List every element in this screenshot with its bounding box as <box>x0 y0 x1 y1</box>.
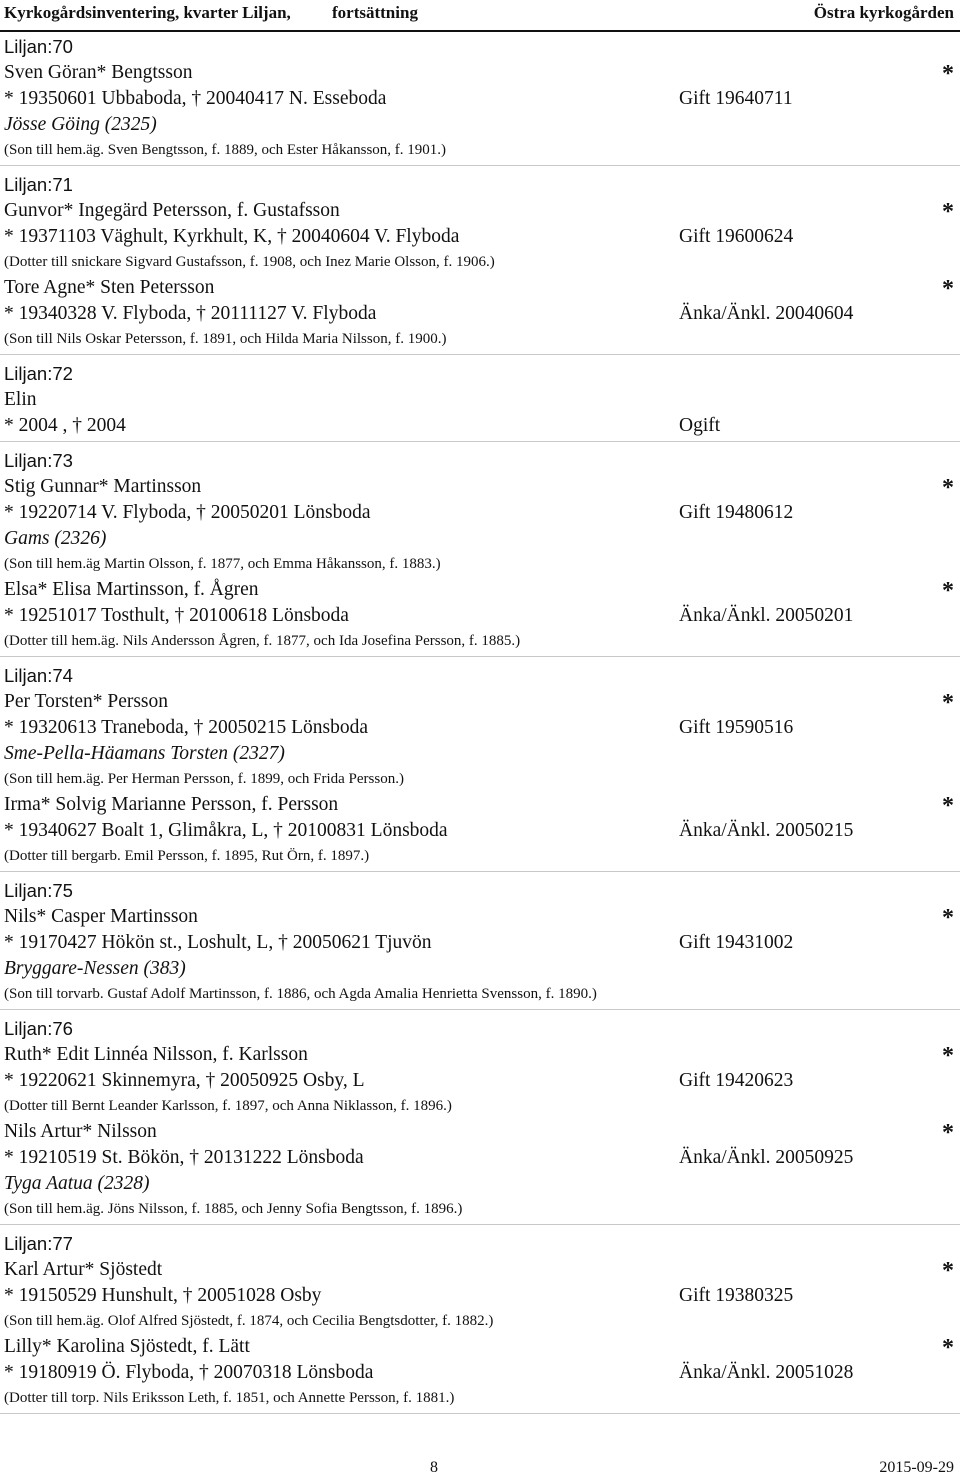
person-name <box>0 1119 960 1145</box>
star-mark: * <box>942 1335 954 1361</box>
name-text: Sven Göran* Bengtsson <box>4 62 193 83</box>
nickname <box>0 956 960 982</box>
person-name <box>0 904 960 930</box>
parent-note: (Son till torvarb. Gustaf Adolf Martinsson, f. 1886, och Agda Amalia Henrietta Svensson, f. 1890.) <box>4 986 597 1002</box>
name-text: Per Torsten* Persson <box>4 691 169 712</box>
star-mark: * <box>942 475 954 501</box>
grave-section <box>0 1231 960 1414</box>
parent-note: (Son till hem.äg. Olof Alfred Sjöstedt, f. 1874, och Cecilia Bengtsdotter, f. 1882.) <box>4 1313 494 1329</box>
person-name <box>0 1042 960 1068</box>
dates-text: * 19220621 Skinnemyra, † 20050925 Osby, L <box>4 1070 365 1091</box>
name-text: Stig Gunnar* Martinsson <box>4 476 202 497</box>
grave-section <box>0 663 960 872</box>
life-dates <box>0 413 960 439</box>
life-dates <box>0 1145 960 1171</box>
parent-note: (Dotter till bergarb. Emil Persson, f. 1895, Rut Örn, f. 1897.) <box>4 848 370 864</box>
grave-register <box>0 34 960 1420</box>
name-text: Ruth* Edit Linnéa Nilsson, f. Karlsson <box>4 1044 308 1065</box>
name-text: Gunvor* Ingegärd Petersson, f. Gustafsson <box>4 200 340 221</box>
life-dates <box>0 301 960 327</box>
marital-status: Änka/Änkl. 20040604 <box>679 303 854 324</box>
dates-text: * 19210519 St. Bökön, † 20131222 Lönsboda <box>4 1147 364 1168</box>
marital-status: Ogift <box>679 415 721 436</box>
person-name <box>0 792 960 818</box>
grave-section <box>0 34 960 166</box>
name-text: Elin <box>4 389 37 410</box>
name-text: Tore Agne* Sten Petersson <box>4 277 215 298</box>
life-dates <box>0 86 960 112</box>
parent-note: (Dotter till torp. Nils Eriksson Leth, f. 1851, och Annette Persson, f. 1881.) <box>4 1390 455 1406</box>
life-dates <box>0 1068 960 1094</box>
nickname <box>0 526 960 552</box>
life-dates <box>0 818 960 844</box>
parent-note: (Dotter till snickare Sigvard Gustafsson, f. 1908, och Inez Marie Olsson, f. 1906.) <box>4 254 495 270</box>
marital-status: Gift 19600624 <box>679 226 794 247</box>
marital-status: Änka/Änkl. 20050215 <box>679 820 854 841</box>
grave-plot-title: Liljan:77 <box>4 1233 73 1254</box>
dates-text: * 19150529 Hunshult, † 20051028 Osby <box>4 1285 322 1306</box>
star-mark: * <box>942 61 954 87</box>
life-dates <box>0 930 960 956</box>
print-date: 2015-09-29 <box>879 1459 954 1476</box>
name-text: Irma* Solvig Marianne Persson, f. Persson <box>4 794 339 815</box>
header-rule <box>0 30 960 32</box>
star-mark: * <box>942 793 954 819</box>
star-mark: * <box>942 199 954 225</box>
dates-text: * 19180919 Ö. Flyboda, † 20070318 Lönsboda <box>4 1362 374 1383</box>
parent-note: (Son till hem.äg. Sven Bengtsson, f. 1889, och Ester Håkansson, f. 1901.) <box>4 142 447 158</box>
header-subtitle: fortsättning <box>332 3 418 22</box>
marital-status: Änka/Änkl. 20050201 <box>679 605 854 626</box>
grave-plot-title: Liljan:76 <box>4 1018 73 1039</box>
dates-text: * 2004 , † 2004 <box>4 415 126 436</box>
name-text: Nils Artur* Nilsson <box>4 1121 157 1142</box>
marital-status: Gift 19431002 <box>679 932 794 953</box>
page-header <box>0 0 960 26</box>
dates-text: * 19340328 V. Flyboda, † 20111127 V. Flyboda <box>4 303 377 324</box>
page-number: 8 <box>430 1459 438 1476</box>
dates-text: * 19320613 Traneboda, † 20050215 Lönsboda <box>4 717 368 738</box>
page-footer <box>0 1459 960 1479</box>
name-text: Nils* Casper Martinsson <box>4 906 198 927</box>
life-dates <box>0 603 960 629</box>
parent-note: (Dotter till hem.äg. Nils Andersson Ågren, f. 1877, och Ida Josefina Persson, f. 1885.) <box>4 633 521 649</box>
person-name <box>0 1334 960 1360</box>
marital-status: Gift 19590516 <box>679 717 794 738</box>
grave-plot-title: Liljan:75 <box>4 880 73 901</box>
parent-note: (Son till hem.äg. Jöns Nilsson, f. 1885, och Jenny Sofia Bengtsson, f. 1896.) <box>4 1201 463 1217</box>
header-cemetery: Östra kyrkogården <box>813 3 954 22</box>
dates-text: * 19350601 Ubbaboda, † 20040417 N. Esseboda <box>4 88 387 109</box>
dates-text: * 19340627 Boalt 1, Glimåkra, L, † 20100831 Lönsboda <box>4 820 448 841</box>
grave-section <box>0 878 960 1010</box>
nick-text: Bryggare-Nessen (383) <box>4 958 186 979</box>
grave-plot-title: Liljan:71 <box>4 174 73 195</box>
grave-section <box>0 1016 960 1225</box>
name-text: Karl Artur* Sjöstedt <box>4 1259 163 1280</box>
grave-plot-title: Liljan:72 <box>4 363 73 384</box>
person-name <box>0 198 960 224</box>
grave-section <box>0 361 960 442</box>
nickname <box>0 741 960 767</box>
marital-status: Gift 19380325 <box>679 1285 794 1306</box>
star-mark: * <box>942 905 954 931</box>
star-mark: * <box>942 1043 954 1069</box>
star-mark: * <box>942 276 954 302</box>
nickname <box>0 112 960 138</box>
person-name <box>0 275 960 301</box>
nick-text: Sme-Pella-Häamans Torsten (2327) <box>4 743 285 764</box>
marital-status: Gift 19480612 <box>679 502 794 523</box>
person-name <box>0 1257 960 1283</box>
star-mark: * <box>942 1120 954 1146</box>
grave-plot-title: Liljan:70 <box>4 36 73 57</box>
grave-plot-title: Liljan:73 <box>4 450 73 471</box>
star-mark: * <box>942 1258 954 1284</box>
dates-text: * 19170427 Hökön st., Loshult, L, † 20050621 Tjuvön <box>4 932 432 953</box>
star-mark: * <box>942 578 954 604</box>
star-mark: * <box>942 690 954 716</box>
marital-status: Änka/Änkl. 20051028 <box>679 1362 854 1383</box>
dates-text: * 19251017 Tosthult, † 20100618 Lönsboda <box>4 605 349 626</box>
marital-status: Gift 19420623 <box>679 1070 794 1091</box>
name-text: Lilly* Karolina Sjöstedt, f. Lätt <box>4 1336 250 1357</box>
dates-text: * 19220714 V. Flyboda, † 20050201 Lönsboda <box>4 502 371 523</box>
person-name <box>0 474 960 500</box>
nick-text: Tyga Aatua (2328) <box>4 1173 150 1194</box>
life-dates <box>0 1283 960 1309</box>
person-name <box>0 577 960 603</box>
name-text: Elsa* Elisa Martinsson, f. Ågren <box>4 579 259 600</box>
person-name <box>0 387 960 413</box>
nickname <box>0 1171 960 1197</box>
life-dates <box>0 500 960 526</box>
life-dates <box>0 1360 960 1386</box>
parent-note: (Dotter till Bernt Leander Karlsson, f. 1897, och Anna Niklasson, f. 1896.) <box>4 1098 452 1114</box>
nick-text: Gams (2326) <box>4 528 107 549</box>
life-dates <box>0 224 960 250</box>
nick-text: Jösse Göing (2325) <box>4 114 157 135</box>
person-name <box>0 689 960 715</box>
parent-note: (Son till hem.äg Martin Olsson, f. 1877, och Emma Håkansson, f. 1883.) <box>4 556 441 572</box>
marital-status: Änka/Änkl. 20050925 <box>679 1147 854 1168</box>
grave-section <box>0 448 960 657</box>
parent-note: (Son till hem.äg. Per Herman Persson, f. 1899, och Frida Persson.) <box>4 771 404 787</box>
parent-note: (Son till Nils Oskar Petersson, f. 1891, och Hilda Maria Nilsson, f. 1900.) <box>4 331 447 347</box>
person-name <box>0 60 960 86</box>
grave-plot-title: Liljan:74 <box>4 665 73 686</box>
header-title: Kyrkogårdsinventering, kvarter Liljan, <box>4 3 291 22</box>
marital-status: Gift 19640711 <box>679 88 793 109</box>
grave-section <box>0 172 960 355</box>
life-dates <box>0 715 960 741</box>
dates-text: * 19371103 Väghult, Kyrkhult, K, † 20040604 V. Flyboda <box>4 226 460 247</box>
